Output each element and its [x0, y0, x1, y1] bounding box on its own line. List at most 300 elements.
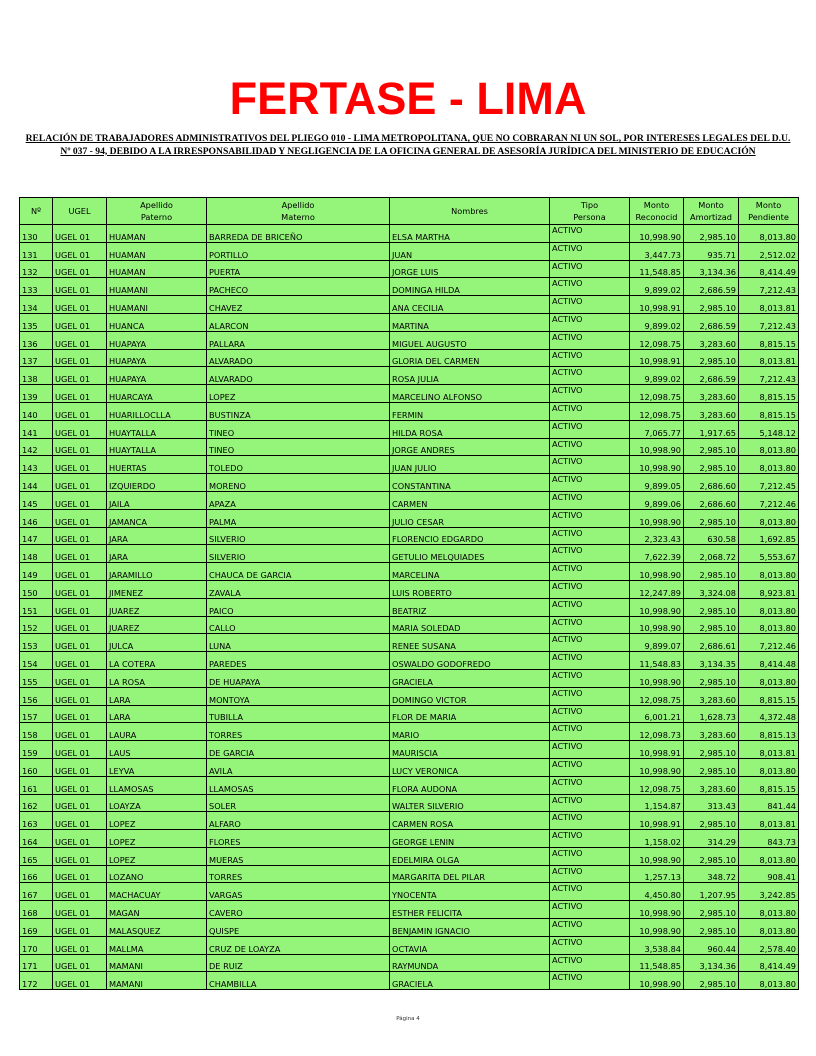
table-row — [20, 474, 799, 492]
cell-monto-amortizado: 3,134.35 — [684, 652, 739, 670]
cell-ugel: UGEL 01 — [53, 385, 107, 403]
cell-monto-amortizado: 3,283.60 — [684, 776, 739, 794]
cell-monto-reconocido: 12,098.75 — [630, 331, 684, 349]
cell-tipo-persona: ACTIVO — [550, 313, 630, 331]
cell-tipo-persona: ACTIVO — [550, 420, 630, 438]
cell-monto-reconocido: 10,998.91 — [630, 741, 684, 759]
cell-nombres: GRACIELA — [390, 972, 550, 990]
cell-ugel: UGEL 01 — [53, 652, 107, 670]
cell-monto-amortizado: 1,628.73 — [684, 705, 739, 723]
cell-num: 146 — [20, 509, 53, 527]
cell-monto-amortizado: 935.71 — [684, 242, 739, 260]
cell-ugel: UGEL 01 — [53, 349, 107, 367]
col-header-apellido-paterno: Apellido Paterno — [107, 198, 207, 225]
cell-monto-reconocido: 10,998.90 — [630, 509, 684, 527]
cell-monto-pendiente: 8,923.81 — [739, 580, 799, 598]
table-row — [20, 901, 799, 919]
cell-apellido-paterno: LOPEZ — [107, 847, 207, 865]
cell-apellido-paterno: LEYVA — [107, 758, 207, 776]
table-body — [20, 225, 799, 990]
cell-apellido-materno: CHAMBILLA — [207, 972, 390, 990]
cell-num: 166 — [20, 865, 53, 883]
cell-nombres: ROSA JULIA — [390, 367, 550, 385]
table-row — [20, 438, 799, 456]
cell-apellido-materno: PALMA — [207, 509, 390, 527]
cell-monto-reconocido: 10,998.90 — [630, 758, 684, 776]
cell-tipo-persona: ACTIVO — [550, 705, 630, 723]
cell-ugel: UGEL 01 — [53, 527, 107, 545]
cell-apellido-paterno: JULCA — [107, 634, 207, 652]
col-header-monto-reconocido: Monto Reconocid — [630, 198, 684, 225]
cell-monto-pendiente: 843.73 — [739, 830, 799, 848]
cell-monto-amortizado: 2,686.60 — [684, 491, 739, 509]
cell-num: 154 — [20, 652, 53, 670]
cell-nombres: HILDA ROSA — [390, 420, 550, 438]
cell-num: 130 — [20, 225, 53, 243]
cell-nombres: RENEE SUSANA — [390, 634, 550, 652]
cell-apellido-paterno: HUARCAYA — [107, 385, 207, 403]
cell-monto-pendiente: 8,013.80 — [739, 616, 799, 634]
cell-monto-pendiente: 8,815.15 — [739, 331, 799, 349]
cell-apellido-materno: MONTOYA — [207, 687, 390, 705]
cell-apellido-materno: TORRES — [207, 865, 390, 883]
cell-num: 170 — [20, 936, 53, 954]
cell-apellido-paterno: JARAMILLO — [107, 563, 207, 581]
cell-apellido-materno: LOPEZ — [207, 385, 390, 403]
cell-monto-amortizado: 2,686.61 — [684, 634, 739, 652]
cell-tipo-persona: ACTIVO — [550, 563, 630, 581]
table-row — [20, 385, 799, 403]
cell-apellido-materno: MUERAS — [207, 847, 390, 865]
cell-apellido-materno: DE GARCIA — [207, 741, 390, 759]
table-row — [20, 527, 799, 545]
cell-apellido-materno: CHAUCA DE GARCIA — [207, 563, 390, 581]
cell-monto-reconocido: 9,899.07 — [630, 634, 684, 652]
cell-nombres: EDELMIRA OLGA — [390, 847, 550, 865]
cell-tipo-persona: ACTIVO — [550, 456, 630, 474]
cell-apellido-paterno: LARA — [107, 705, 207, 723]
cell-monto-pendiente: 7,212.43 — [739, 278, 799, 296]
table-row — [20, 634, 799, 652]
cell-num: 141 — [20, 420, 53, 438]
cell-ugel: UGEL 01 — [53, 331, 107, 349]
cell-nombres: BENJAMIN IGNACIO — [390, 919, 550, 937]
cell-monto-reconocido: 10,998.91 — [630, 296, 684, 314]
cell-num: 135 — [20, 313, 53, 331]
cell-monto-amortizado: 2,985.10 — [684, 919, 739, 937]
cell-ugel: UGEL 01 — [53, 616, 107, 634]
cell-num: 137 — [20, 349, 53, 367]
cell-monto-reconocido: 1,257.13 — [630, 865, 684, 883]
cell-apellido-materno: FLORES — [207, 830, 390, 848]
cell-nombres: LUIS ROBERTO — [390, 580, 550, 598]
cell-apellido-materno: PORTILLO — [207, 242, 390, 260]
cell-monto-amortizado: 2,985.10 — [684, 847, 739, 865]
table-row — [20, 794, 799, 812]
table-header — [20, 198, 799, 225]
cell-num: 138 — [20, 367, 53, 385]
cell-monto-reconocido: 10,998.91 — [630, 349, 684, 367]
col-header-apellido-materno: Apellido Materno — [207, 198, 390, 225]
cell-monto-pendiente: 3,242.85 — [739, 883, 799, 901]
cell-apellido-materno: SOLER — [207, 794, 390, 812]
cell-ugel: UGEL 01 — [53, 883, 107, 901]
cell-apellido-materno: APAZA — [207, 491, 390, 509]
cell-apellido-materno: ALVARADO — [207, 367, 390, 385]
table-row — [20, 420, 799, 438]
cell-nombres: GEORGE LENIN — [390, 830, 550, 848]
cell-monto-pendiente: 908.41 — [739, 865, 799, 883]
page-subtitle: RELACIÓN DE TRABAJADORES ADMINISTRATIVOS DEL PLIEGO 010 - LIMA METROPOLITANA, QUE NO COBRARAN NI UN SOL, POR INTERESES LEGALES DEL D.U. Nº 037 - 94, DEBIDO A LA IRRESPONSABILIDAD Y NEGLIGENCIA DE LA OFICINA GENERAL DE ASESORÍA JURÍDICA DEL MINISTERIO DE EDUCACIÓN — [25, 133, 791, 157]
cell-num: 140 — [20, 402, 53, 420]
cell-tipo-persona: ACTIVO — [550, 260, 630, 278]
cell-monto-reconocido: 10,998.90 — [630, 438, 684, 456]
table-row — [20, 847, 799, 865]
cell-monto-reconocido: 9,899.02 — [630, 278, 684, 296]
cell-nombres: JORGE LUIS — [390, 260, 550, 278]
cell-num: 169 — [20, 919, 53, 937]
col-header-tipo-persona: Tipo Persona — [550, 198, 630, 225]
cell-monto-amortizado: 2,686.59 — [684, 313, 739, 331]
cell-nombres: YNOCENTA — [390, 883, 550, 901]
cell-monto-pendiente: 8,013.80 — [739, 847, 799, 865]
cell-num: 167 — [20, 883, 53, 901]
cell-apellido-paterno: IZQUIERDO — [107, 474, 207, 492]
table-row — [20, 883, 799, 901]
cell-nombres: JORGE ANDRES — [390, 438, 550, 456]
cell-monto-amortizado: 2,985.10 — [684, 438, 739, 456]
cell-tipo-persona: ACTIVO — [550, 972, 630, 990]
cell-monto-amortizado: 2,985.10 — [684, 901, 739, 919]
table-row — [20, 723, 799, 741]
table-row — [20, 402, 799, 420]
cell-monto-reconocido: 11,548.83 — [630, 652, 684, 670]
table-row — [20, 687, 799, 705]
table-row — [20, 491, 799, 509]
cell-apellido-materno: TINEO — [207, 420, 390, 438]
cell-monto-reconocido: 6,001.21 — [630, 705, 684, 723]
cell-tipo-persona: ACTIVO — [550, 242, 630, 260]
cell-nombres: MIGUEL AUGUSTO — [390, 331, 550, 349]
cell-apellido-paterno: LAUS — [107, 741, 207, 759]
cell-num: 159 — [20, 741, 53, 759]
cell-monto-reconocido: 12,098.75 — [630, 776, 684, 794]
cell-apellido-paterno: JAILA — [107, 491, 207, 509]
cell-monto-pendiente: 8,013.81 — [739, 296, 799, 314]
cell-num: 132 — [20, 260, 53, 278]
cell-num: 155 — [20, 669, 53, 687]
cell-nombres: OSWALDO GODOFREDO — [390, 652, 550, 670]
cell-apellido-paterno: HUARILLOCLLA — [107, 402, 207, 420]
cell-nombres: MARIA SOLEDAD — [390, 616, 550, 634]
cell-monto-pendiente: 8,013.80 — [739, 598, 799, 616]
cell-monto-pendiente: 2,578.40 — [739, 936, 799, 954]
col-header-ugel: UGEL — [53, 198, 107, 225]
cell-apellido-paterno: HUAMANI — [107, 296, 207, 314]
cell-monto-pendiente: 8,013.81 — [739, 349, 799, 367]
table-row — [20, 278, 799, 296]
cell-monto-amortizado: 960.44 — [684, 936, 739, 954]
cell-ugel: UGEL 01 — [53, 954, 107, 972]
cell-monto-amortizado: 3,283.60 — [684, 385, 739, 403]
cell-num: 152 — [20, 616, 53, 634]
cell-monto-reconocido: 10,998.90 — [630, 669, 684, 687]
cell-monto-pendiente: 8,414.49 — [739, 954, 799, 972]
cell-monto-amortizado: 2,985.10 — [684, 758, 739, 776]
cell-monto-reconocido: 12,098.75 — [630, 385, 684, 403]
cell-tipo-persona: ACTIVO — [550, 438, 630, 456]
cell-ugel: UGEL 01 — [53, 687, 107, 705]
cell-tipo-persona: ACTIVO — [550, 402, 630, 420]
cell-apellido-paterno: LA ROSA — [107, 669, 207, 687]
cell-nombres: FLORENCIO EDGARDO — [390, 527, 550, 545]
table-row — [20, 349, 799, 367]
cell-monto-pendiente: 5,553.67 — [739, 545, 799, 563]
cell-ugel: UGEL 01 — [53, 669, 107, 687]
cell-monto-amortizado: 2,985.10 — [684, 349, 739, 367]
cell-apellido-paterno: JUAREZ — [107, 598, 207, 616]
cell-num: 144 — [20, 474, 53, 492]
cell-tipo-persona: ACTIVO — [550, 794, 630, 812]
table-row — [20, 598, 799, 616]
cell-nombres: FLORA AUDONA — [390, 776, 550, 794]
cell-ugel: UGEL 01 — [53, 598, 107, 616]
cell-apellido-paterno: HUAYTALLA — [107, 420, 207, 438]
cell-tipo-persona: ACTIVO — [550, 919, 630, 937]
cell-ugel: UGEL 01 — [53, 919, 107, 937]
cell-nombres: MAURISCIA — [390, 741, 550, 759]
cell-ugel: UGEL 01 — [53, 830, 107, 848]
cell-ugel: UGEL 01 — [53, 723, 107, 741]
cell-num: 172 — [20, 972, 53, 990]
cell-apellido-materno: DE HUAPAYA — [207, 669, 390, 687]
cell-num: 151 — [20, 598, 53, 616]
cell-monto-reconocido: 10,998.90 — [630, 972, 684, 990]
cell-tipo-persona: ACTIVO — [550, 865, 630, 883]
cell-num: 164 — [20, 830, 53, 848]
cell-nombres: JUAN — [390, 242, 550, 260]
cell-ugel: UGEL 01 — [53, 634, 107, 652]
cell-nombres: DOMINGO VICTOR — [390, 687, 550, 705]
cell-ugel: UGEL 01 — [53, 296, 107, 314]
cell-tipo-persona: ACTIVO — [550, 545, 630, 563]
table-row — [20, 954, 799, 972]
cell-apellido-paterno: JAMANCA — [107, 509, 207, 527]
cell-ugel: UGEL 01 — [53, 260, 107, 278]
cell-apellido-materno: BUSTINZA — [207, 402, 390, 420]
table-row — [20, 972, 799, 990]
cell-tipo-persona: ACTIVO — [550, 936, 630, 954]
cell-ugel: UGEL 01 — [53, 901, 107, 919]
cell-tipo-persona: ACTIVO — [550, 652, 630, 670]
cell-nombres: MARTINA — [390, 313, 550, 331]
cell-tipo-persona: ACTIVO — [550, 509, 630, 527]
cell-monto-reconocido: 2,323.43 — [630, 527, 684, 545]
cell-monto-pendiente: 8,414.48 — [739, 652, 799, 670]
cell-monto-reconocido: 10,998.90 — [630, 616, 684, 634]
cell-monto-amortizado: 2,068.72 — [684, 545, 739, 563]
cell-nombres: CONSTANTINA — [390, 474, 550, 492]
cell-nombres: JULIO CESAR — [390, 509, 550, 527]
cell-num: 163 — [20, 812, 53, 830]
table-row — [20, 616, 799, 634]
cell-ugel: UGEL 01 — [53, 402, 107, 420]
page-title: FERTASE - LIMA — [229, 73, 587, 124]
cell-apellido-paterno: MAGAN — [107, 901, 207, 919]
cell-apellido-materno: LUNA — [207, 634, 390, 652]
cell-monto-amortizado: 2,985.10 — [684, 616, 739, 634]
cell-ugel: UGEL 01 — [53, 847, 107, 865]
cell-num: 136 — [20, 331, 53, 349]
cell-ugel: UGEL 01 — [53, 776, 107, 794]
cell-apellido-materno: PALLARA — [207, 331, 390, 349]
cell-monto-amortizado: 3,134.36 — [684, 954, 739, 972]
cell-tipo-persona: ACTIVO — [550, 598, 630, 616]
cell-apellido-paterno: LOAYZA — [107, 794, 207, 812]
cell-monto-reconocido: 10,998.90 — [630, 919, 684, 937]
table-row — [20, 705, 799, 723]
cell-monto-pendiente: 7,212.45 — [739, 474, 799, 492]
cell-monto-pendiente: 4,372.48 — [739, 705, 799, 723]
cell-tipo-persona: ACTIVO — [550, 331, 630, 349]
cell-nombres: MARIO — [390, 723, 550, 741]
cell-monto-amortizado: 2,985.10 — [684, 509, 739, 527]
cell-monto-amortizado: 1,917.65 — [684, 420, 739, 438]
cell-monto-reconocido: 9,899.02 — [630, 313, 684, 331]
cell-monto-reconocido: 3,538.84 — [630, 936, 684, 954]
cell-monto-reconocido: 10,998.91 — [630, 812, 684, 830]
cell-apellido-materno: BARREDA DE BRICEÑO — [207, 225, 390, 243]
cell-ugel: UGEL 01 — [53, 812, 107, 830]
cell-nombres: ELSA MARTHA — [390, 225, 550, 243]
cell-monto-reconocido: 10,998.90 — [630, 456, 684, 474]
cell-apellido-materno: LLAMOSAS — [207, 776, 390, 794]
cell-monto-pendiente: 8,013.80 — [739, 901, 799, 919]
cell-num: 160 — [20, 758, 53, 776]
cell-monto-reconocido: 9,899.06 — [630, 491, 684, 509]
cell-monto-amortizado: 2,985.10 — [684, 812, 739, 830]
table-row — [20, 509, 799, 527]
cell-num: 157 — [20, 705, 53, 723]
cell-apellido-paterno: HUAPAYA — [107, 349, 207, 367]
cell-monto-reconocido: 9,899.05 — [630, 474, 684, 492]
cell-monto-pendiente: 7,212.43 — [739, 313, 799, 331]
col-header-num: Nº — [20, 198, 53, 225]
cell-nombres: FERMIN — [390, 402, 550, 420]
cell-monto-pendiente: 8,013.81 — [739, 812, 799, 830]
cell-ugel: UGEL 01 — [53, 741, 107, 759]
cell-apellido-paterno: HUAMANI — [107, 278, 207, 296]
cell-monto-pendiente: 8,013.80 — [739, 438, 799, 456]
cell-monto-amortizado: 2,985.10 — [684, 456, 739, 474]
cell-monto-reconocido: 12,098.75 — [630, 687, 684, 705]
cell-ugel: UGEL 01 — [53, 563, 107, 581]
cell-tipo-persona: ACTIVO — [550, 367, 630, 385]
cell-monto-pendiente: 8,815.15 — [739, 402, 799, 420]
cell-monto-reconocido: 10,998.90 — [630, 901, 684, 919]
cell-apellido-paterno: JARA — [107, 527, 207, 545]
cell-ugel: UGEL 01 — [53, 438, 107, 456]
cell-nombres: ESTHER FELICITA — [390, 901, 550, 919]
cell-ugel: UGEL 01 — [53, 865, 107, 883]
cell-monto-amortizado: 2,686.60 — [684, 474, 739, 492]
cell-ugel: UGEL 01 — [53, 545, 107, 563]
cell-apellido-materno: SILVERIO — [207, 545, 390, 563]
cell-monto-amortizado: 348.72 — [684, 865, 739, 883]
cell-num: 153 — [20, 634, 53, 652]
workers-table — [19, 197, 799, 990]
cell-nombres: CARMEN — [390, 491, 550, 509]
cell-monto-amortizado: 2,686.59 — [684, 278, 739, 296]
cell-tipo-persona: ACTIVO — [550, 812, 630, 830]
cell-monto-pendiente: 8,815.13 — [739, 723, 799, 741]
cell-apellido-materno: AVILA — [207, 758, 390, 776]
table-row — [20, 652, 799, 670]
table-row — [20, 936, 799, 954]
cell-monto-amortizado: 2,985.10 — [684, 563, 739, 581]
cell-monto-pendiente: 8,815.15 — [739, 687, 799, 705]
cell-apellido-materno: CALLO — [207, 616, 390, 634]
cell-nombres: OCTAVIA — [390, 936, 550, 954]
cell-num: 168 — [20, 901, 53, 919]
cell-num: 148 — [20, 545, 53, 563]
cell-apellido-paterno: LLAMOSAS — [107, 776, 207, 794]
cell-monto-amortizado: 2,985.10 — [684, 598, 739, 616]
cell-apellido-paterno: HUERTAS — [107, 456, 207, 474]
cell-monto-reconocido: 1,158.02 — [630, 830, 684, 848]
cell-tipo-persona: ACTIVO — [550, 349, 630, 367]
cell-nombres: FLOR DE MARIA — [390, 705, 550, 723]
cell-apellido-materno: TINEO — [207, 438, 390, 456]
cell-monto-amortizado: 314.29 — [684, 830, 739, 848]
cell-num: 143 — [20, 456, 53, 474]
cell-monto-amortizado: 1,207.95 — [684, 883, 739, 901]
cell-apellido-paterno: JIMENEZ — [107, 580, 207, 598]
cell-apellido-paterno: MAMANI — [107, 972, 207, 990]
cell-monto-pendiente: 7,212.46 — [739, 491, 799, 509]
cell-monto-reconocido: 11,548.85 — [630, 260, 684, 278]
cell-apellido-materno: CAVERO — [207, 901, 390, 919]
table-row — [20, 580, 799, 598]
cell-monto-reconocido: 7,622.39 — [630, 545, 684, 563]
cell-tipo-persona: ACTIVO — [550, 634, 630, 652]
cell-monto-pendiente: 841.44 — [739, 794, 799, 812]
cell-monto-amortizado: 2,985.10 — [684, 669, 739, 687]
cell-tipo-persona: ACTIVO — [550, 669, 630, 687]
table-row — [20, 830, 799, 848]
cell-apellido-paterno: HUANCA — [107, 313, 207, 331]
cell-apellido-materno: ALARCON — [207, 313, 390, 331]
cell-tipo-persona: ACTIVO — [550, 580, 630, 598]
cell-monto-reconocido: 7,065.77 — [630, 420, 684, 438]
cell-tipo-persona: ACTIVO — [550, 385, 630, 403]
cell-tipo-persona: ACTIVO — [550, 741, 630, 759]
cell-apellido-materno: PACHECO — [207, 278, 390, 296]
cell-ugel: UGEL 01 — [53, 420, 107, 438]
cell-apellido-paterno: HUAPAYA — [107, 331, 207, 349]
cell-monto-amortizado: 2,985.10 — [684, 741, 739, 759]
cell-num: 165 — [20, 847, 53, 865]
cell-apellido-paterno: LA COTERA — [107, 652, 207, 670]
cell-ugel: UGEL 01 — [53, 972, 107, 990]
cell-ugel: UGEL 01 — [53, 278, 107, 296]
cell-apellido-paterno: MALLMA — [107, 936, 207, 954]
cell-ugel: UGEL 01 — [53, 509, 107, 527]
cell-tipo-persona: ACTIVO — [550, 491, 630, 509]
cell-nombres: DOMINGA HILDA — [390, 278, 550, 296]
cell-ugel: UGEL 01 — [53, 936, 107, 954]
cell-num: 158 — [20, 723, 53, 741]
